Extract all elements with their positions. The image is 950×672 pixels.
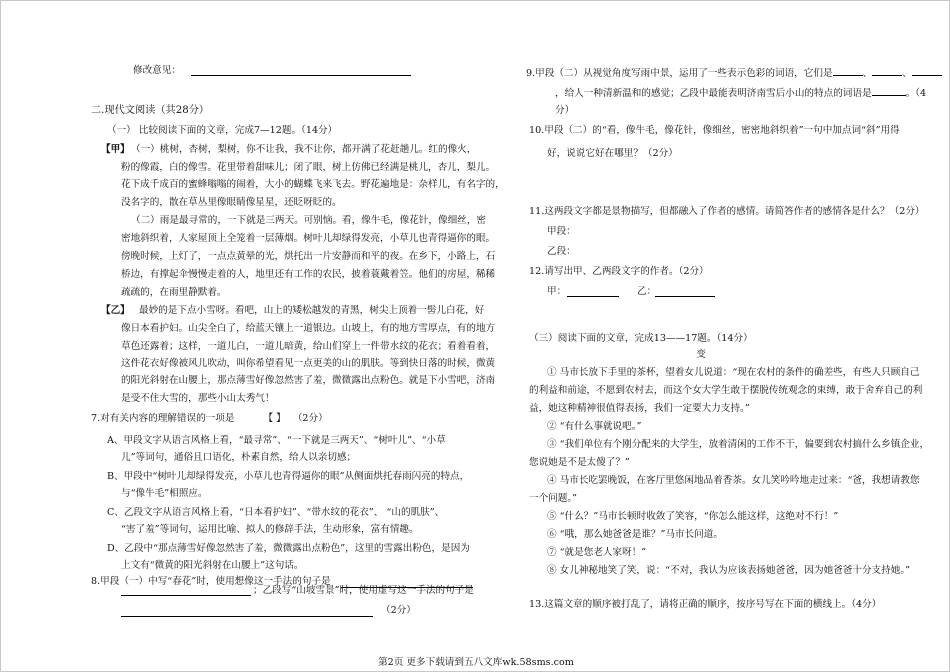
story-line: ① 马市长放下手里的茶杯，望着女儿说道：“现在农村的条件的确差些，有些人只顾自己: [547, 367, 920, 378]
q9-line1: [526, 65, 942, 80]
q7-option-c-cont: “害了羞”等词句，运用比喻、拟人的修辞手法，生动形象，富有情趣。: [121, 524, 419, 535]
story-line: ② “有什么事就说吧。”: [547, 421, 642, 432]
q10-line2: 好，说说它好在哪里？（2分）: [547, 148, 678, 159]
q11-jia-label: 甲段：: [547, 226, 576, 237]
story-title: 变: [696, 349, 706, 360]
q7-answer-bracket[interactable]: 【 】: [263, 413, 286, 424]
q9-blank-4[interactable]: [872, 85, 906, 96]
q11-yi-label: 乙段：: [547, 246, 576, 257]
q9-line1-text: 9.甲段（二）从视觉角度写雨中景，运用了一些表示色彩的词语，它们是: [526, 68, 833, 79]
q7-option-b-cont: 与“像牛毛”相照应。: [121, 488, 208, 499]
q8-points: （2分）: [381, 605, 416, 616]
q13-line: 13.这篇文章的顺序被打乱了，请将正确的顺序，按序号写在下面的横线上。（4分）: [529, 599, 882, 610]
q8-line1: 8.甲段（一）中写“春花”时，使用想像这一手法的句子是: [91, 576, 331, 587]
q12-line1: 12.请写出甲、乙两段文字的作者。（2分）: [529, 266, 709, 277]
q9-sep: 、: [902, 68, 912, 79]
story-line: ④ 马市长吃罢晚饭，在客厅里悠闲地品着香茶。女儿笑吟吟地走过来：“爸，我想请教您: [547, 475, 920, 486]
q7-stem: [91, 413, 328, 425]
revision-opinion-label: 修改意见：: [133, 65, 181, 76]
revision-opinion-blank[interactable]: [191, 75, 411, 76]
q8-answer-blank-3[interactable]: [121, 616, 373, 617]
jia-p2-line: 傍晚时候，上灯了，一点点黄晕的光，烘托出一片安静而和平的夜。在乡下，小路上，石: [121, 251, 496, 262]
q7-option-a: A、甲段文字从语言风格上看，“最寻常”、“一下就是三两天”、“树叶儿”、“小草: [107, 435, 446, 446]
part3-intro: （三）阅读下面的文章，完成13——17题。（14分）: [529, 333, 753, 344]
q12-jia-label: 甲：: [547, 286, 567, 297]
jia-p2-line: 密地斜织着，人家屋顶上全笼着一层薄烟。树叶儿却绿得发亮，小草儿也青得逼你的眼。: [121, 233, 496, 244]
yi-line: 这件花衣好像被风儿吹动，叫你希望看见一点更美的山的肌肤。等到快日落的时候，微黄: [121, 358, 496, 369]
jia-p1-line: 花下成千成百的蜜蜂嗡嗡的闹着，大小的蝴蝶飞来飞去。野花遍地是：杂样儿，有名字的，: [121, 179, 505, 190]
q9-blank-2[interactable]: [872, 65, 902, 76]
q12-yi-blank[interactable]: [655, 296, 715, 297]
q10-line1: 10.甲段（二）的“看，像牛毛，像花针，像细丝，密密地斜织着”一句中加点词“斜”用得: [529, 125, 900, 136]
q11-line1: 11.这两段文字都是景物描写，但都融入了作者的感情。请简答作者的感情各是什么？（2分）: [529, 206, 925, 217]
yi-line: 最妙的是下点小雪呀。看吧，山上的矮松越发的青黑，树尖上顶着一髻儿白花，好: [139, 305, 485, 316]
jia-p2-line: 疏疏的，在雨里静默着。: [121, 287, 227, 298]
q7-option-d-cont: 上文有“微黄的阳光斜射在山腰上”这句话。: [121, 560, 304, 571]
jia-p1-line: （一）桃树，杏树，梨树，你不让我，我不让你，都开满了花赶趟儿。红的像火，: [131, 144, 477, 155]
yi-line: 的阳光斜射在山腰上，那点薄雪好像忽然害了羞，微微露出点粉色。就是下小雪吧，济南: [121, 375, 496, 386]
q9-line2-text: ，给人一种清新温和的感觉；乙段中最能表明济南雪后小山的特点的词语是: [555, 88, 872, 99]
q9-blank-3[interactable]: [912, 65, 942, 76]
q12-yi-label: 乙：: [637, 286, 657, 297]
yi-line: 像日本看护妇。山尖全白了，给蓝天镶上一道银边。山坡上，有的地方雪厚点，有的地方: [121, 323, 496, 334]
page-footer: 第2页 更多下载请到五八文库wk.58sms.com: [378, 657, 574, 668]
q8-answer-blank-2[interactable]: [121, 595, 251, 596]
q12-jia-blank[interactable]: [567, 296, 619, 297]
jia-p2-line: （二）雨是最寻常的，一下就是三两天。可别恼。看，像牛毛，像花针，像细丝，密: [131, 215, 486, 226]
jia-marker: 【甲】: [101, 144, 130, 155]
story-line: 您说她是不是太傻了？”: [529, 457, 630, 468]
part1-intro: （一） 比较阅读下面的文章，完成7—12题。（14分）: [107, 125, 338, 136]
q7-stem-text: 7.对有关内容的理解错误的一项是: [91, 413, 235, 424]
q9-blank-1[interactable]: [833, 65, 863, 76]
section-title: 二.现代文阅读（共28分）: [91, 105, 210, 116]
q9-line2: [555, 85, 926, 100]
q7-option-b: B、甲段中“树叶儿却绿得发亮，小草儿也青得逼你的眼”从侧面烘托春雨闪亮的特点，: [107, 471, 470, 482]
q7-option-d: D、乙段中“那点薄雪好像忽然害了羞，微微露出点粉色”，这里的雪露出粉色，是因为: [107, 543, 470, 554]
q7-points: （2分）: [292, 413, 328, 424]
story-line: ③ “我们单位有个刚分配来的大学生，放着清闲的工作不干，偏要到农村搞什么乡镇企业，: [547, 439, 930, 450]
q7-option-a-cont: 儿”等词句，通俗且口语化，朴素自然，给人以亲切感；: [121, 452, 357, 463]
jia-p1-line: 粉的像霞，白的像雪。花里带着甜味儿；闭了眼，树上仿佛已经满是桃儿，杏儿，梨儿。: [121, 162, 496, 173]
story-line: 益，她这种精神很值得表扬，我们一定要大力支持。”: [529, 403, 750, 414]
yi-line: 是受不住大雪的，那些小山太秀气！: [121, 393, 275, 404]
jia-p2-line: 桥边，有撑起伞慢慢走着的人，地里还有工作的农民，披着蓑戴着笠。他们的房屋，稀稀: [121, 269, 496, 280]
q8-line2: ；乙段写“山坡雪景”时，使用虚写这一手法的句子是: [253, 585, 474, 596]
story-line: 的利益和前途，不愿到农村去，而这个女大学生敢于摆脱传统观念的束缚，敢于舍弃自己的利: [529, 385, 923, 396]
story-line: ⑥ “哦，那么她爸爸是谁？”马市长问道。: [547, 529, 723, 540]
q9-line3: 分）: [555, 105, 575, 116]
story-line: ⑤ “什么？”马市长顿时收敛了笑容，“你怎么能这样，这绝对不行！”: [547, 511, 839, 522]
yi-marker: 【乙】: [101, 305, 130, 316]
q7-option-c: C、乙段文字从语言风格上看，“日本看护妇”、“带水纹的花衣”、 “山的肌肤”、: [107, 507, 445, 518]
q9-sep: 、: [862, 68, 873, 79]
story-line: ⑦ “就是您老人家呀！”: [547, 547, 647, 558]
jia-p1-line: 没名字的，散在草丛里像眼睛像星星，还眨呀眨的。: [121, 197, 342, 208]
yi-line: 草色还露着；这样，一道儿白，一道儿暗黄，给山们穿上一件带水纹的花衣；看着看着，: [121, 341, 496, 352]
story-line: 一个问题。”: [529, 493, 578, 504]
q9-line2-end: 。（4: [905, 88, 927, 99]
story-line: ⑧ 女儿神秘地笑了笑，说：“不对，我认为应该表扬她爸爸，因为她爸爸十分支持她。”: [547, 565, 911, 576]
